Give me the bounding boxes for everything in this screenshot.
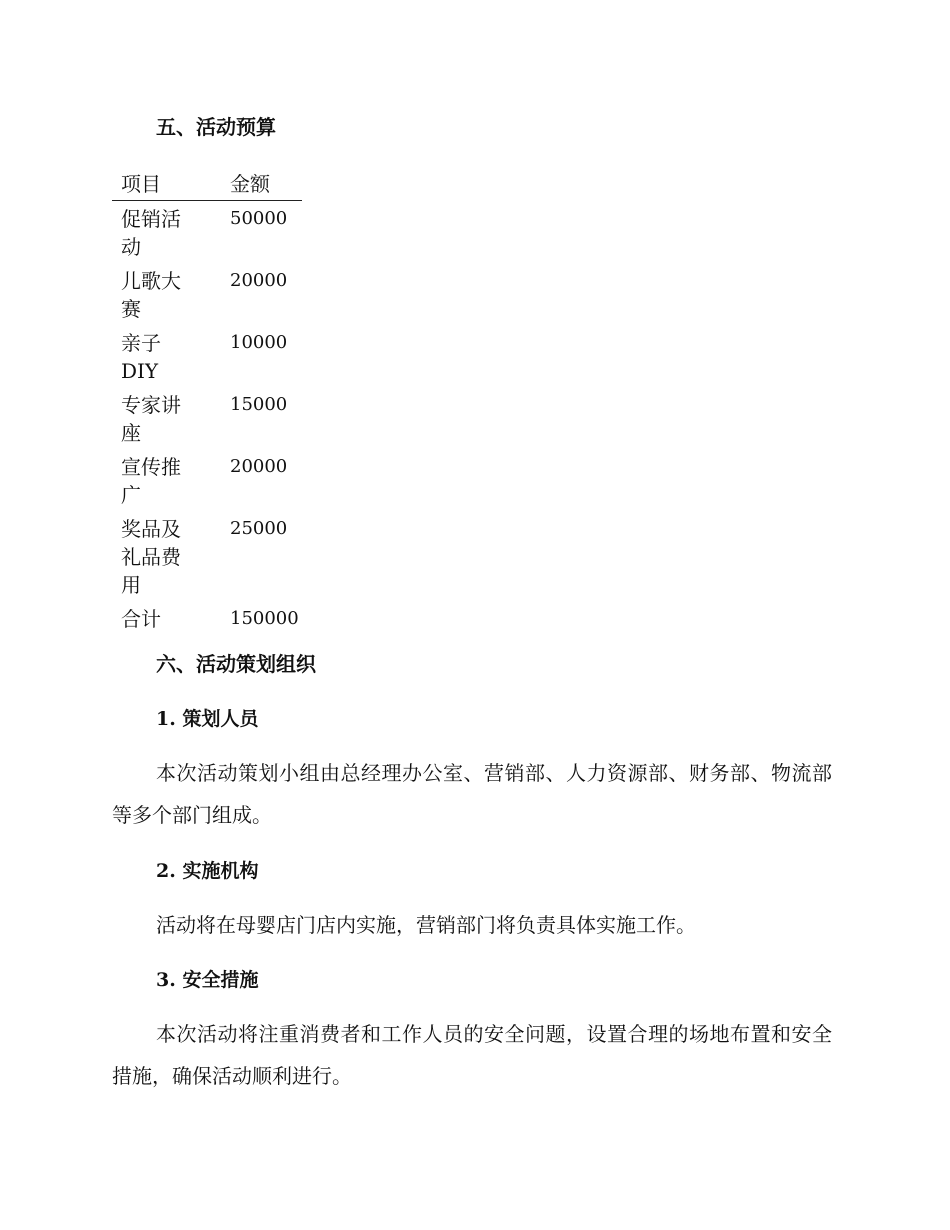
table-row bbox=[112, 263, 302, 325]
header-amount: 金额 bbox=[221, 168, 302, 201]
amount-cell: 10000 bbox=[230, 332, 288, 353]
item-cell: 合计 bbox=[121, 607, 161, 631]
item-cell: 奖品及礼品费用 bbox=[121, 517, 181, 597]
amount-cell: 25000 bbox=[230, 518, 288, 539]
item-cell: 促销活动 bbox=[121, 207, 181, 259]
amount-cell: 150000 bbox=[230, 608, 299, 629]
table-row bbox=[112, 201, 302, 264]
subsection-1-paragraph: 本次活动策划小组由总经理办公室、营销部、人力资源部、财务部、物流部等多个部门组成。 bbox=[112, 761, 832, 827]
subsection-3-heading: 3. 安全措施 bbox=[156, 969, 259, 991]
table-row bbox=[112, 387, 302, 449]
table-row bbox=[112, 449, 302, 511]
item-cell: 儿歌大赛 bbox=[121, 269, 181, 321]
subsection-3-paragraph: 本次活动将注重消费者和工作人员的安全问题，设置合理的场地布置和安全措施，确保活动顺利进行。 bbox=[112, 1022, 832, 1088]
header-item: 项目 bbox=[112, 168, 221, 201]
item-cell: 宣传推广 bbox=[121, 455, 181, 507]
table-row bbox=[112, 511, 302, 601]
budget-table bbox=[112, 168, 302, 635]
table-row bbox=[112, 325, 302, 387]
amount-cell: 20000 bbox=[230, 270, 288, 291]
amount-cell: 20000 bbox=[230, 456, 288, 477]
amount-cell: 15000 bbox=[230, 394, 288, 415]
subsection-2-heading: 2. 实施机构 bbox=[156, 860, 259, 882]
section-5-heading: 五、活动预算 bbox=[156, 115, 276, 139]
subsection-1-heading: 1. 策划人员 bbox=[156, 708, 259, 730]
amount-cell: 50000 bbox=[230, 208, 288, 229]
item-cell: 亲子DIY bbox=[121, 331, 161, 383]
section-6-heading: 六、活动策划组织 bbox=[156, 652, 316, 676]
item-cell: 专家讲座 bbox=[121, 393, 181, 445]
table-row-total bbox=[112, 601, 302, 635]
table-header-row bbox=[112, 168, 302, 201]
subsection-2-paragraph: 活动将在母婴店门店内实施，营销部门将负责具体实施工作。 bbox=[156, 913, 696, 937]
